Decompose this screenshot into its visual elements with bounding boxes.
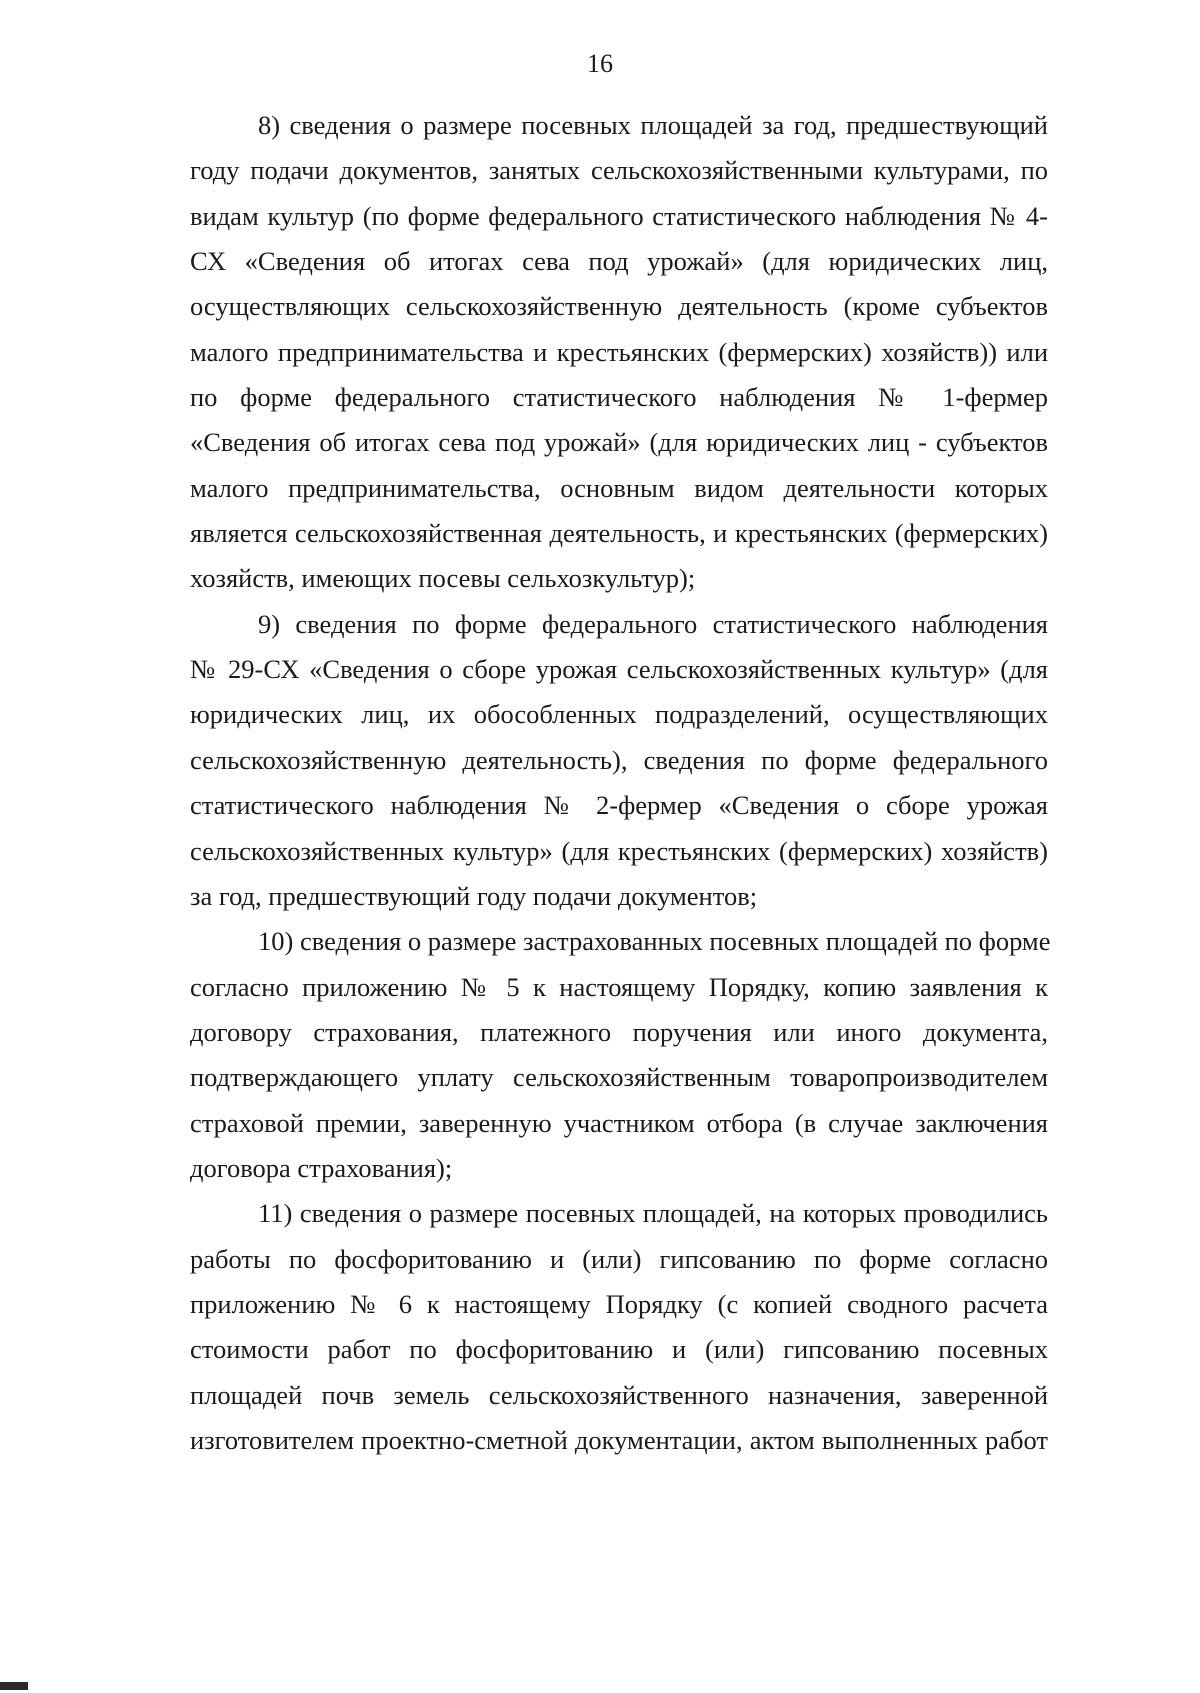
text-line: «Сведения об итогах сева под урожай» (для юридических лиц - субъектов: [190, 427, 1048, 458]
page-number: 16: [587, 49, 613, 78]
text-line: осуществляющих сельскохозяйственную деятельность (кроме субъектов: [190, 291, 1048, 322]
paragraph-4: [190, 1191, 1048, 1463]
text-line: стоимости работ по фосфоритованию и (или) гипсованию посевных: [190, 1334, 1048, 1365]
text-line: подтверждающего уплату сельскохозяйственным товаропроизводителем: [190, 1062, 1048, 1093]
text-line: 9) сведения по форме федерального статистического наблюдения: [258, 608, 1048, 639]
text-line: юридических лиц, их обособленных подразделений, осуществляющих: [190, 699, 1048, 730]
text-line: малого предпринимательства, основным видом деятельности которых: [190, 472, 1048, 503]
text-line: работы по фосфоритованию и (или) гипсованию по форме согласно: [190, 1243, 1048, 1274]
paragraph-1: [190, 103, 1048, 602]
text-line: № 29-СХ «Сведения о сборе урожая сельскохозяйственных культур» (для: [190, 654, 1048, 685]
text-line: является сельскохозяйственная деятельность, и крестьянских (фермерских): [190, 518, 1048, 549]
paragraph-3: [190, 919, 1051, 1191]
text-line: малого предпринимательства и крестьянских (фермерских) хозяйств)) или: [190, 336, 1048, 367]
text-line: за год, предшествующий году подачи документов;: [190, 880, 758, 911]
scan-edge-mark: [0, 1682, 28, 1690]
text-line: 10) сведения о размере застрахованных посевных площадей по форме: [258, 926, 1051, 957]
document-body: [190, 103, 1051, 1463]
text-line: согласно приложению № 5 к настоящему Порядку, копию заявления к: [190, 971, 1048, 1002]
text-line: сельскохозяйственных культур» (для крестьянских (фермерских) хозяйств): [190, 835, 1048, 866]
text-line: изготовителем проектно-сметной документации, актом выполненных работ: [190, 1424, 1048, 1455]
text-line: хозяйств, имеющих посевы сельхозкультур);: [190, 563, 696, 594]
text-line: сельскохозяйственную деятельность), сведения по форме федерального: [190, 744, 1048, 775]
text-line: статистического наблюдения № 2-фермер «Сведения о сборе урожая: [190, 790, 1048, 821]
text-line: году подачи документов, занятых сельскохозяйственными культурами, по: [190, 155, 1048, 186]
text-line: видам культур (по форме федерального статистического наблюдения № 4-: [190, 200, 1048, 231]
paragraph-2: [190, 602, 1048, 919]
text-line: площадей почв земель сельскохозяйственного назначения, заверенной: [190, 1379, 1048, 1410]
text-line: по форме федерального статистического наблюдения № 1-фермер: [190, 382, 1048, 413]
text-line: 8) сведения о размере посевных площадей за год, предшествующий: [258, 110, 1048, 140]
text-line: приложению № 6 к настоящему Порядку (с копией сводного расчета: [190, 1288, 1048, 1319]
text-line: 11) сведения о размере посевных площадей, на которых проводились: [258, 1198, 1048, 1229]
text-line: договора страхования);: [190, 1152, 453, 1183]
text-line: страховой премии, заверенную участником отбора (в случае заключения: [190, 1107, 1048, 1138]
text-line: договору страхования, платежного поручения или иного документа,: [190, 1016, 1048, 1047]
text-line: СХ «Сведения об итогах сева под урожай» (для юридических лиц,: [190, 246, 1048, 277]
